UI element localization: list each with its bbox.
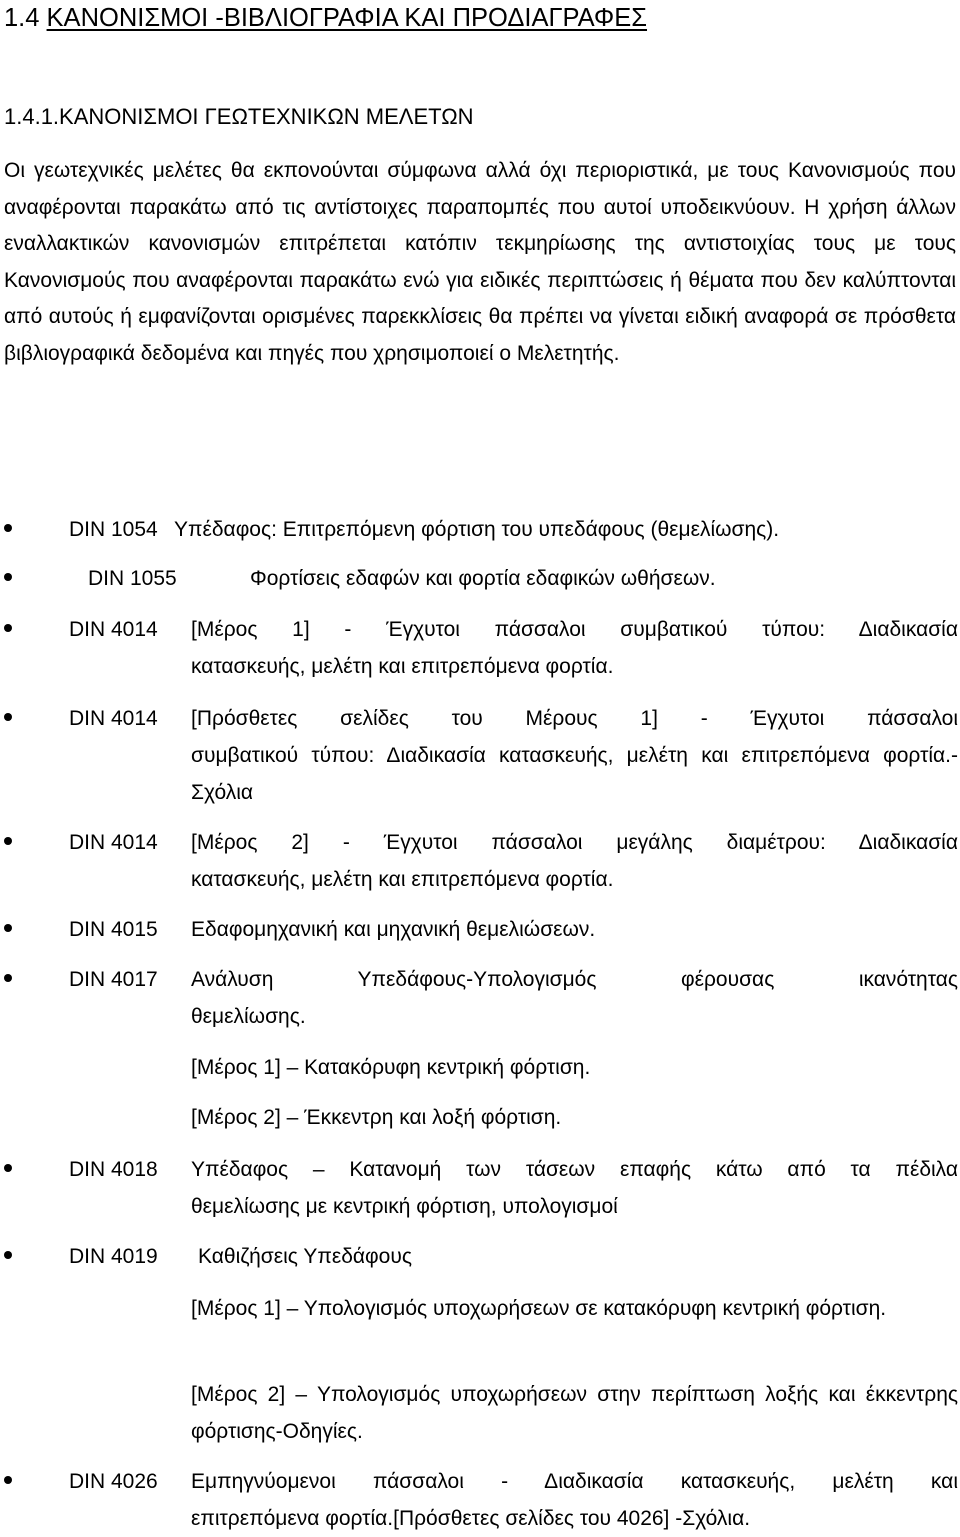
standard-description — [191, 961, 958, 1035]
bullet-icon — [4, 524, 12, 532]
standard-description — [191, 611, 958, 685]
standard-part-text: [Μέρος 2] – Υπολογισμός υποχωρήσεων στην περίπτωση λοξής και έκκεντρης φόρτισης-Οδηγίες. — [191, 1383, 958, 1443]
standard-description — [191, 1463, 958, 1537]
standard-description — [174, 511, 941, 548]
standard-description-line: Καθιζήσεις Υπεδάφους — [198, 1245, 412, 1268]
standard-description-continuation: θεμελίωσης με κεντρική φόρτιση, υπολογισμοί — [191, 1195, 618, 1218]
standard-code: DIN 4014 — [69, 707, 158, 730]
standard-description-line: Υπέδαφος: Επιτρεπόμενη φόρτιση του υπεδάφους (θεμελίωσης). — [174, 518, 780, 541]
standard-description-line: Εμπηγνύομενοι πάσσαλοι - Διαδικασία κατασκευής, μελέτη και — [191, 1470, 958, 1493]
bullet-icon — [4, 974, 12, 982]
standard-description-continuation: επιτρεπόμενα φορτία.[Πρόσθετες σελίδες του 4026] -Σχόλια. — [191, 1507, 751, 1530]
standard-description-continuation: κατασκευής, μελέτη και επιτρεπόμενα φορτία. — [191, 655, 614, 678]
standard-part-text: [Μέρος 1] – Υπολογισμός υποχωρήσεων σε κατακόρυφη κεντρική φόρτιση. — [191, 1297, 887, 1320]
section-title: ΚΑΝΟΝΙΣΜΟΙ -ΒΙΒΛΙΟΓΡΑΦΙΑ ΚΑΙ ΠΡΟΔΙΑΓΡΑΦΕΣ — [46, 4, 648, 32]
standard-code: DIN 4018 — [69, 1158, 158, 1181]
standard-description — [191, 700, 958, 811]
standard-description-line: [Μέρος 2] - Έγχυτοι πάσσαλοι μεγάλης διαμέτρου: Διαδικασία — [191, 831, 958, 854]
standard-code: DIN 1055 — [88, 567, 177, 590]
subsection-heading: 1.4.1.ΚΑΝΟΝΙΣΜΟΙ ΓΕΩΤΕΧΝΙΚΩΝ ΜΕΛΕΤΩΝ — [4, 104, 474, 129]
bullet-icon — [4, 624, 12, 632]
bullet-icon — [4, 713, 12, 721]
standard-description-line: [Πρόσθετες σελίδες του Μέρους 1] - Έγχυτοι πάσσαλοι — [191, 707, 958, 730]
standard-description — [191, 1151, 958, 1225]
bullet-icon — [4, 1164, 12, 1172]
section-heading — [4, 2, 647, 34]
standard-description-continuation: θεμελίωσης. — [191, 1005, 306, 1028]
standard-description-line: Φορτίσεις εδαφών και φορτία εδαφικών ωθήσεων. — [250, 567, 716, 590]
standard-part — [191, 1290, 958, 1327]
standard-code: DIN 4019 — [69, 1245, 158, 1268]
standard-code: DIN 4014 — [69, 618, 158, 641]
standard-code: DIN 1054 — [69, 518, 158, 541]
bullet-icon — [4, 1251, 12, 1259]
standard-part-text: [Μέρος 1] – Κατακόρυφη κεντρική φόρτιση. — [191, 1056, 591, 1079]
standard-description — [198, 1238, 960, 1275]
standard-description-line: Ανάλυση Υπεδάφους-Υπολογισμός φέρουσας ικανότητας — [191, 968, 958, 991]
standard-description-continuation: κατασκευής, μελέτη και επιτρεπόμενα φορτία. — [191, 868, 614, 891]
standard-description — [250, 560, 960, 597]
standard-description — [191, 824, 958, 898]
bullet-icon — [4, 1476, 12, 1484]
bullet-icon — [4, 837, 12, 845]
bullet-icon — [4, 573, 12, 581]
standard-code: DIN 4014 — [69, 831, 158, 854]
intro-paragraph: Οι γεωτεχνικές μελέτες θα εκπονούνται σύμφωνα αλλά όχι περιοριστικά, με τους Κανονισμούς που αναφέρονται παρακάτω από τις αντίστοιχες παραπομπές που αυτοί υποδεικνύουν. Η χρήση άλλων εναλλακτικών κανονισμών επιτρέπεται κατόπιν τεκμηρίωσης της αντιστοιχίας τους με τους Κανονισμούς που αναφέρονται παρακάτω ενώ για ειδικές περιπτώσεις ή θέματα που δεν καλύπτονται από αυτούς ή εμφανίζονται ορισμένες παρεκκλίσεις θα πρέπει να γίνεται ειδική αναφορά σε πρόσθετα βιβλιογραφικά δεδομένα και πηγές που χρησιμοποιεί ο Μελετητής. — [4, 159, 956, 365]
standard-description-line: Εδαφομηχανική και μηχανική θεμελιώσεων. — [191, 918, 596, 941]
standard-description-continuation: συμβατικού τύπου: Διαδικασία κατασκευής, μελέτη και επιτρεπόμενα φορτία.- Σχόλια — [191, 744, 958, 804]
section-number: 1.4 — [4, 4, 40, 32]
standard-part — [191, 1049, 958, 1086]
standard-code: DIN 4017 — [69, 968, 158, 991]
standard-part — [191, 1376, 958, 1450]
standard-description — [191, 911, 958, 948]
bullet-icon — [4, 924, 12, 932]
standard-description-line: Υπέδαφος – Κατανομή των τάσεων επαφής κάτω από τα πέδιλα — [191, 1158, 958, 1181]
standard-code: DIN 4026 — [69, 1470, 158, 1493]
standard-description-line: [Μέρος 1] - Έγχυτοι πάσσαλοι συμβατικού τύπου: Διαδικασία — [191, 618, 958, 641]
standard-part-text: [Μέρος 2] – Έκκεντρη και λοξή φόρτιση. — [191, 1106, 562, 1129]
standard-part — [191, 1099, 958, 1136]
standard-code: DIN 4015 — [69, 918, 158, 941]
